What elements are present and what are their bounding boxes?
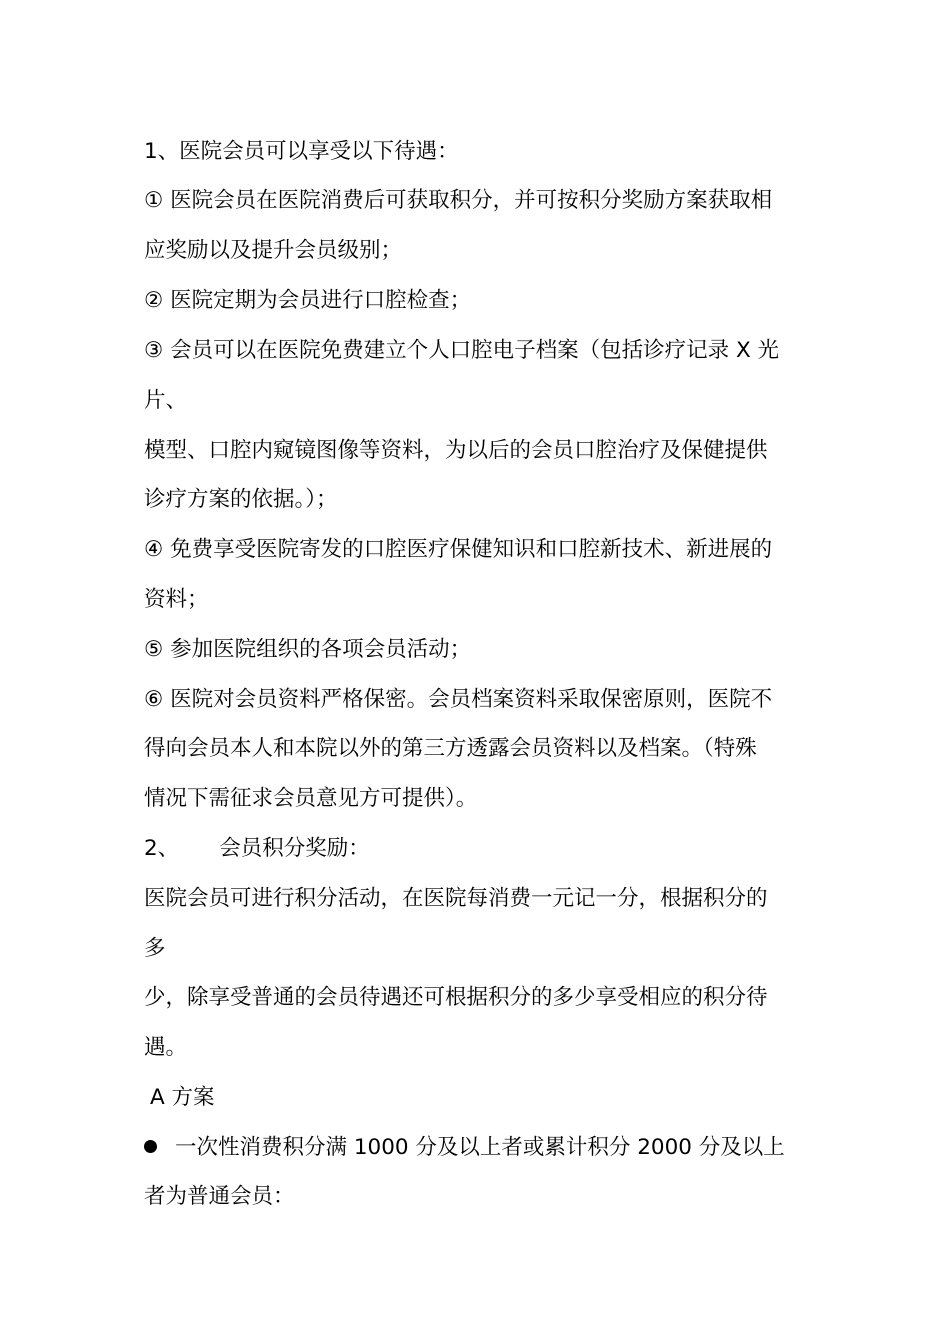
benefit-item-6-line3: 情况下需征求会员意见方可提供）。 (144, 786, 478, 811)
benefit-item-5: ⑤ 参加医院组织的各项会员活动； (144, 637, 472, 662)
bullet-icon (144, 1140, 157, 1153)
section2-paragraph-line4: 遇。 (144, 1035, 188, 1060)
benefit-item-3-line4: 诊疗方案的依据。）； (144, 487, 338, 512)
section2-paragraph-line3: 少，除享受普通的会员待遇还可根据积分的多少享受相应的积分待 (144, 985, 768, 1010)
benefit-item-4-line1: ④ 免费享受医院寄发的口腔医疗保健知识和口腔新技术、新进展的 (144, 537, 773, 562)
section2-number: 2、 (144, 836, 180, 861)
benefit-item-3-line1: ③ 会员可以在医院免费建立个人口腔电子档案（包括诊疗记录 X 光 (144, 338, 780, 363)
benefit-item-6-line2: 得向会员本人和本院以外的第三方透露会员资料以及档案。（特殊 (144, 736, 757, 761)
plan-a-title: A 方案 (150, 1085, 215, 1110)
benefit-item-3-line2: 片、 (144, 388, 188, 413)
plan-a-bullet-1-text: 一次性消费积分满 1000 分及以上者或累计积分 2000 分及以上 (175, 1135, 785, 1160)
section2-heading (144, 834, 824, 864)
section1-heading: 1、医院会员可以享受以下待遇： (144, 139, 459, 164)
benefit-item-1-line1: ① 医院会员在医院消费后可获取积分，并可按积分奖励方案获取相 (144, 188, 773, 213)
section2-paragraph-line2: 多 (144, 936, 166, 961)
benefit-item-2: ② 医院定期为会员进行口腔检查； (144, 288, 472, 313)
benefit-item-6-line1: ⑥ 医院对会员资料严格保密。会员档案资料采取保密原则，医院不 (144, 687, 773, 712)
plan-a-bullet-1-line2: 者为普通会员： (144, 1184, 295, 1209)
section2-paragraph-line1: 医院会员可进行积分活动，在医院每消费一元记一分，根据积分的 (144, 886, 768, 911)
benefit-item-3-line3: 模型、口腔内窥镜图像等资料，为以后的会员口腔治疗及保健提供 (144, 438, 768, 463)
benefit-item-1-line2: 应奖励以及提升会员级别； (144, 238, 403, 263)
plan-a-bullet-1-line1 (144, 1133, 824, 1163)
section2-title: 会员积分奖励： (219, 836, 370, 861)
benefit-item-4-line2: 资料； (144, 587, 209, 612)
